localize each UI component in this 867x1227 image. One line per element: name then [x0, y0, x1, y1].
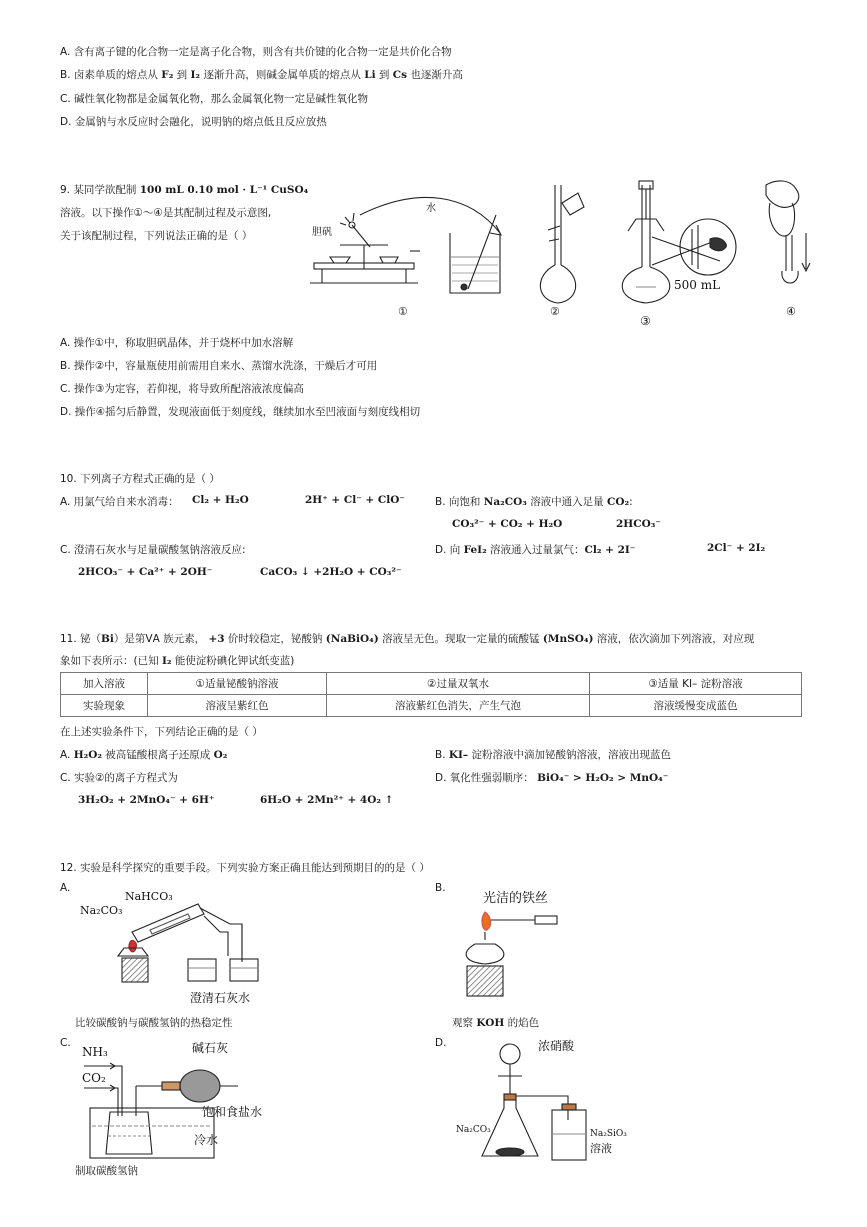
- table-header-row: [61, 673, 802, 695]
- q11-after-table: 在上述实验条件下，下列结论正确的是（ ）: [60, 726, 263, 738]
- q12-stem: 12. 实验是科学探究的重要手段。下列实验方案正确且能达到预期目的的是（ ）: [60, 862, 430, 874]
- step-3-label: ③: [640, 314, 651, 328]
- table-cell: 溶液紫红色消失，产生气泡: [327, 695, 590, 717]
- conc-nitric-acid-label: 浓硝酸: [538, 1039, 575, 1053]
- table-header-cell: ③适量 KI– 淀粉溶液: [590, 673, 802, 695]
- q12-a-caption: 比较碳酸钠与碳酸氢钠的热稳定性: [75, 1017, 233, 1029]
- q9-stem-line2: 溶液。以下操作①～④是其配制过程及示意图,: [60, 207, 272, 219]
- q12-c-figure: [72, 1036, 302, 1161]
- q10-option-d-label: D. 向 FeI₂ 溶液通入过量氯气：Cl₂ + 2I⁻: [435, 544, 636, 556]
- volumetric-flask-pouring: [540, 185, 584, 303]
- water-label: 水: [426, 203, 436, 214]
- step-2-label: ②: [550, 305, 560, 318]
- solid-label: 胆矾: [312, 227, 332, 238]
- table-cell: 溶液缓慢变成蓝色: [590, 695, 802, 717]
- cold-water-label: 冷水: [194, 1133, 219, 1147]
- q10-option-a-right: 2H⁺ + Cl⁻ + ClO⁻: [305, 494, 405, 506]
- q10-option-b-left: CO₃²⁻ + CO₂ + H₂O: [452, 518, 563, 530]
- q11-option-c-right: 6H₂O + 2Mn²⁺ + 4O₂ ↑: [260, 794, 394, 806]
- q9-option-a: A. 操作①中，称取胆矾晶体，并于烧杯中加水溶解: [60, 337, 294, 349]
- q11-option-a: A. H₂O₂ 被高锰酸根离子还原成 O₂: [60, 749, 228, 761]
- q8-option-b: B. 卤素单质的熔点从 F₂ 到 I₂ 逐渐升高，则碱金属单质的熔点从 Li 到 Cs 也逐渐升高: [60, 69, 463, 81]
- na2co3-label: Na₂CO₃: [456, 1125, 491, 1135]
- q11-experiment-table: [60, 672, 802, 717]
- q9-stem-line1: 9. 某同学欲配制 100 mL 0.10 mol · L⁻¹ CuSO₄: [60, 184, 309, 196]
- q9-stem-line3: 关于该配制过程，下列说法正确的是（ ）: [60, 230, 253, 242]
- q12-b-figure: [455, 882, 595, 1002]
- q12-c-caption: 制取碳酸氢钠: [75, 1165, 138, 1177]
- q9-option-c: C. 操作③为定容，若仰视，将导致所配溶液浓度偏高: [60, 383, 304, 395]
- q9-figure: [300, 175, 810, 328]
- table-header-cell: ②过量双氧水: [327, 673, 590, 695]
- q9-option-b: B. 操作②中，容量瓶使用前需用自来水、蒸馏水洗涤，干燥后才可用: [60, 360, 378, 372]
- q12-d-letter: D.: [435, 1037, 447, 1049]
- q10-option-d-right: 2Cl⁻ + 2I₂: [707, 542, 766, 554]
- q10-option-c-left: 2HCO₃⁻ + Ca²⁺ + 2OH⁻: [78, 566, 213, 578]
- step-1-label: ①: [398, 305, 408, 318]
- nahco3-label: NaHCO₃: [125, 890, 173, 903]
- q10-option-c-label: C. 澄清石灰水与足量碳酸氢钠溶液反应:: [60, 544, 246, 556]
- table-cell: 溶液呈紫红色: [148, 695, 327, 717]
- q12-d-figure: [452, 1036, 652, 1166]
- balance-diagram: [310, 197, 501, 283]
- q10-stem: 10. 下列离子方程式正确的是（ ）: [60, 473, 220, 485]
- q8-option-d: D. 金属钠与水反应时会融化，说明钠的熔点低且反应放热: [60, 116, 327, 128]
- q11-stem-line1: 11. 铋（Bi）是第ⅤA 族元素， +3 价时较稳定，铋酸钠 (NaBiO₄) 溶液呈无色。现取一定量的硫酸锰 (MnSO₄) 溶液，依次滴加下列溶液，对应现: [60, 633, 755, 645]
- q10-option-b-right: 2HCO₃⁻: [616, 518, 661, 530]
- q10-option-a-label: A. 用氯气给自来水消毒：: [60, 496, 179, 508]
- q9-option-d: D. 操作④摇匀后静置，发现液面低于刻度线，继续加水至凹液面与刻度线相切: [60, 406, 421, 418]
- iron-wire-label: 光洁的铁丝: [483, 891, 549, 906]
- q11-option-c: C. 实验②的离子方程式为: [60, 772, 178, 784]
- q8-option-a: A. 含有离子键的化合物一定是离子化合物，则含有共价键的化合物一定是共价化合物: [60, 46, 452, 58]
- step-4-label: ④: [786, 305, 796, 318]
- brine-label: 饱和食盐水: [202, 1105, 263, 1119]
- q10-option-a-left: Cl₂ + H₂O: [192, 494, 249, 506]
- flask-volume-label: 500 mL: [674, 278, 721, 292]
- beaker-diagram: [450, 215, 500, 293]
- q12-b-caption: 观察 KOH 的焰色: [452, 1017, 540, 1029]
- na2co3-label: Na₂CO₃: [80, 904, 123, 917]
- co2-label: CO₂: [82, 1071, 106, 1085]
- q11-option-c-left: 3H₂O₂ + 2MnO₄⁻ + 6H⁺: [78, 794, 215, 806]
- na2sio3-label: Na₂SiO₃: [590, 1129, 627, 1139]
- table-header-cell: ①适量铋酸钠溶液: [148, 673, 327, 695]
- q12-a-letter: A.: [60, 882, 71, 894]
- nh3-label: NH₃: [82, 1045, 108, 1059]
- q10-option-c-right: CaCO₃ ↓ +2H₂O + CO₃²⁻: [260, 566, 402, 578]
- q11-stem-line2: 象如下表所示：(已知 I₂ 能使淀粉碘化钾试纸变蓝): [60, 655, 295, 667]
- q12-c-letter: C.: [60, 1037, 71, 1049]
- q12-b-letter: B.: [435, 882, 446, 894]
- table-row: [61, 695, 802, 717]
- table-header-cell: 加入溶液: [61, 673, 148, 695]
- limewater-label: 澄清石灰水: [190, 991, 251, 1005]
- solution-label: 溶液: [590, 1142, 612, 1155]
- flask-shaking-diagram: [766, 181, 810, 283]
- q11-option-d: D. 氧化性强弱顺序： BiO₄⁻ > H₂O₂ > MnO₄⁻: [435, 772, 669, 784]
- soda-lime-label: 碱石灰: [192, 1041, 229, 1055]
- q8-option-c: C. 碱性氧化物都是金属氧化物，那么金属氧化物一定是碱性氧化物: [60, 93, 369, 105]
- q11-option-b: B. KI– 淀粉溶液中滴加铋酸钠溶液，溶液出现蓝色: [435, 749, 672, 761]
- table-cell: 实验现象: [61, 695, 148, 717]
- q10-option-b-label: B. 向饱和 Na₂CO₃ 溶液中通入足量 CO₂:: [435, 496, 633, 508]
- q12-a-figure: [70, 884, 280, 1014]
